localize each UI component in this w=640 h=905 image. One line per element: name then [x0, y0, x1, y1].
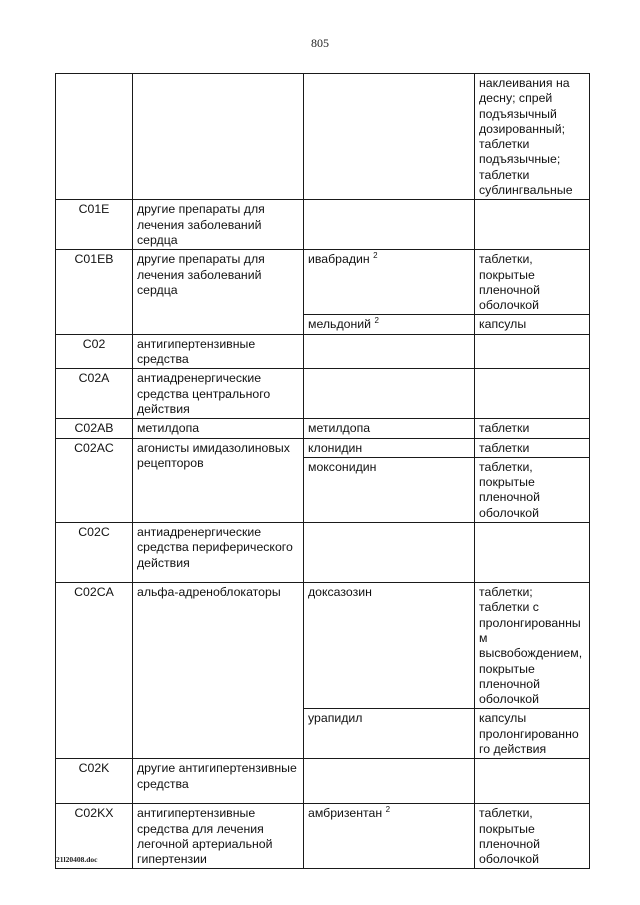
dosage-form-cell: таблетки, покрытые пленочной оболочкой [475, 250, 590, 315]
drug-name: моксонидин [308, 459, 377, 474]
table-row [56, 334, 590, 369]
anatomical-group-cell: агонисты имидазолиновых рецепторов [133, 438, 304, 522]
atc-code-cell: C02K [56, 759, 133, 804]
drug-name: ивабрадин [308, 252, 370, 267]
footnote-marker: 2 [373, 251, 378, 261]
document-filename: 21l20408.doc [56, 855, 98, 864]
drug-name: метилдопа [308, 421, 371, 436]
dosage-form-cell: наклеивания на десну; спрей подъязычный дозированный; таблетки подъязычные; таблетки сублингвальные [475, 74, 590, 200]
footnote-marker: 2 [374, 316, 379, 326]
drug-name: амбризентан [308, 806, 383, 821]
atc-code-cell: C02C [56, 523, 133, 583]
dosage-form-cell: таблетки [475, 438, 590, 457]
drug-name-cell [304, 315, 475, 334]
anatomical-group-cell: антиадренергические средства центрального действия [133, 369, 304, 419]
table-row [56, 759, 590, 804]
table-row [56, 438, 590, 457]
footnote-marker: 2 [385, 805, 391, 815]
table-row [56, 200, 590, 250]
anatomical-group-cell: другие препараты для лечения заболеваний сердца [133, 250, 304, 334]
drug-name: доксазозин [308, 585, 372, 600]
table-row [56, 804, 590, 869]
drug-name-cell [304, 759, 475, 804]
dosage-form-cell [475, 759, 590, 804]
drug-name: урапидил [308, 711, 363, 726]
dosage-form-cell: капсулы [475, 315, 590, 334]
anatomical-group-cell: другие препараты для лечения заболеваний сердца [133, 200, 304, 250]
table-row [56, 369, 590, 419]
table-row [56, 74, 590, 200]
drug-name-cell [304, 804, 475, 869]
drug-name-cell [304, 74, 475, 200]
table-row [56, 419, 590, 438]
anatomical-group-cell: альфа-адреноблокаторы [133, 583, 304, 759]
atc-code-cell [56, 74, 133, 200]
drug-name-cell [304, 250, 475, 315]
anatomical-group-cell [133, 74, 304, 200]
dosage-form-cell: капсулы пролонгированно го действия [475, 709, 590, 759]
atc-code-cell: C02 [56, 334, 133, 369]
drug-name: мельдоний [308, 317, 372, 332]
table-body [56, 74, 590, 869]
drug-name-cell [304, 583, 475, 709]
dosage-form-cell: таблетки, покрытые пленочной оболочкой [475, 804, 590, 869]
atc-code-cell: C02KX [56, 804, 133, 869]
drug-table [55, 73, 590, 869]
atc-code-cell: C02CA [56, 583, 133, 759]
drug-name-cell [304, 438, 475, 457]
atc-code-cell: C01E [56, 200, 133, 250]
anatomical-group-cell: антиадренергические средства периферического действия [133, 523, 304, 583]
table-row [56, 583, 590, 709]
drug-name-cell [304, 457, 475, 522]
atc-code-cell: C02AC [56, 438, 133, 522]
dosage-form-cell [475, 334, 590, 369]
atc-code-cell: C01EB [56, 250, 133, 334]
dosage-form-cell: таблетки; таблетки с пролонгированны м высвобождением, покрытые пленочной оболочкой [475, 583, 590, 709]
drug-name-cell [304, 419, 475, 438]
table-row [56, 250, 590, 315]
dosage-form-cell: таблетки [475, 419, 590, 438]
anatomical-group-cell: метилдопа [133, 419, 304, 438]
drug-name: клонидин [308, 440, 363, 455]
drug-name-cell [304, 523, 475, 583]
table-row [56, 523, 590, 583]
anatomical-group-cell: антигипертензивные средства для лечения легочной артериальной гипертензии [133, 804, 304, 869]
drug-name-cell [304, 709, 475, 759]
drug-name-cell [304, 334, 475, 369]
dosage-form-cell [475, 369, 590, 419]
drug-name-cell [304, 369, 475, 419]
atc-code-cell: C02A [56, 369, 133, 419]
atc-code-cell: C02AB [56, 419, 133, 438]
anatomical-group-cell: другие антигипертензивные средства [133, 759, 304, 804]
page-number: 805 [311, 36, 329, 50]
drug-name-cell [304, 200, 475, 250]
dosage-form-cell [475, 523, 590, 583]
dosage-form-cell: таблетки, покрытые пленочной оболочкой [475, 457, 590, 522]
dosage-form-cell [475, 200, 590, 250]
anatomical-group-cell: антигипертензивные средства [133, 334, 304, 369]
